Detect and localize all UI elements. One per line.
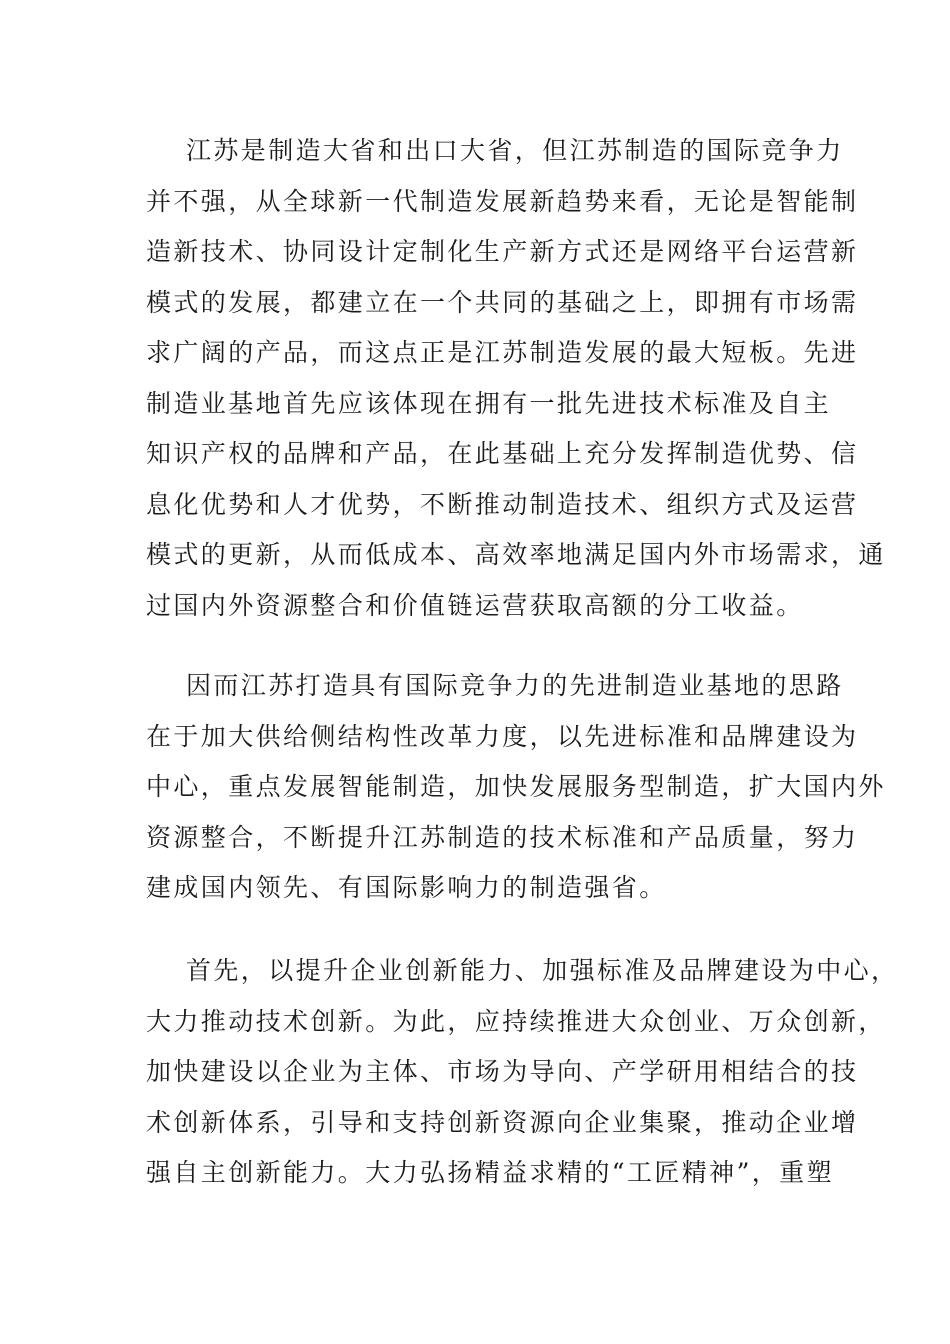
paragraph-1: [146, 126, 886, 631]
text-line: 模式的发展，都建立在一个共同的基础之上，即拥有市场需: [146, 287, 859, 317]
text-line: 知识产权的品牌和产品，在此基础上充分发挥制造优势、信: [146, 439, 859, 468]
text-line: 过国内外资源整合和价值链运营获取高额的分工收益。: [146, 590, 804, 620]
text-line: 资源整合，不断提升江苏制造的技术标准和产品质量，努力: [146, 822, 859, 852]
text-line: 模式的更新，从而低成本、高效率地满足国内外市场需求，通: [146, 540, 886, 569]
paragraph-3: [146, 946, 899, 1199]
text-line: 求广阔的产品，而这点正是江苏制造发展的最大短板。先进: [146, 338, 859, 367]
text-line: 建成国内领先、有国际影响力的制造强省。: [146, 873, 667, 902]
text-line: 首先，以提升企业创新能力、加强标准及品牌建设为中心，: [186, 956, 899, 985]
text-line: 在于加大供给侧结构性改革力度，以先进标准和品牌建设为: [146, 721, 859, 751]
text-line: 大力推动技术创新。为此，应持续推进大众创业、万众创新，: [146, 1006, 886, 1036]
text-line: 江苏是制造大省和出口大省，但江苏制造的国际竞争力: [186, 136, 844, 165]
text-line: 并不强，从全球新一代制造发展新趋势来看，无论是智能制: [146, 186, 859, 216]
text-line: 加快建设以企业为主体、市场为导向、产学研用相结合的技: [146, 1057, 859, 1086]
text-line: 强自主创新能力。大力弘扬精益求精的“工匠精神”，重塑: [146, 1158, 834, 1187]
text-line: 术创新体系，引导和支持创新资源向企业集聚，推动企业增: [146, 1107, 859, 1137]
paragraph-2: [146, 661, 886, 914]
text-line: 息化优势和人才优势，不断推动制造技术、组织方式及运营: [146, 489, 859, 519]
text-line: 中心，重点发展智能制造，加快发展服务型制造，扩大国内外: [146, 772, 886, 801]
text-line: 因而江苏打造具有国际竞争力的先进制造业基地的思路: [186, 671, 844, 700]
text-line: 制造业基地首先应该体现在拥有一批先进技术标准及自主: [146, 388, 832, 418]
text-line: 造新技术、协同设计定制化生产新方式还是网络平台运营新: [146, 237, 859, 266]
